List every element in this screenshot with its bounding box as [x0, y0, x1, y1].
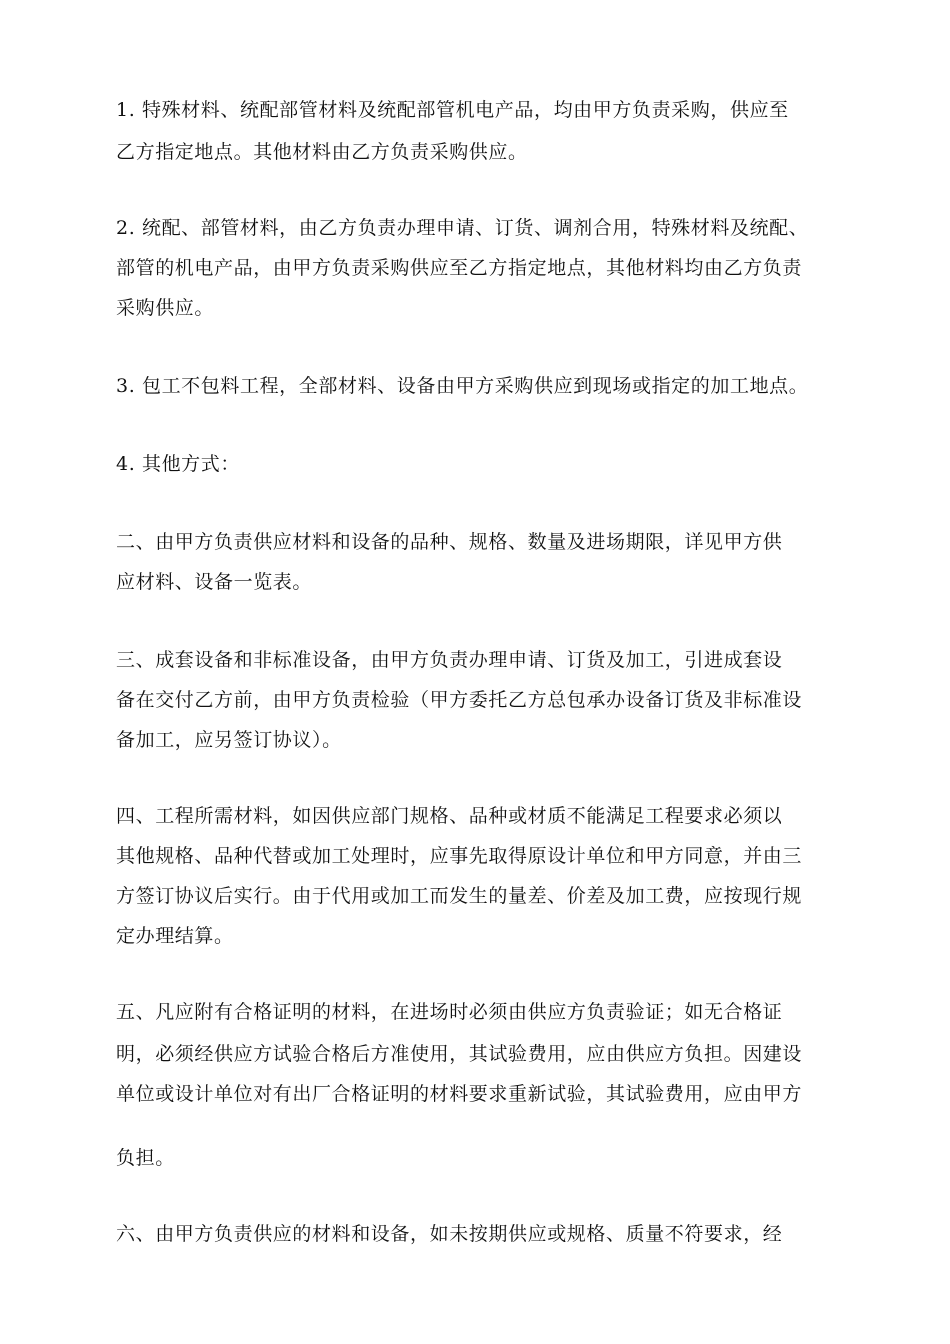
section-5-line-3: 单位或设计单位对有出厂合格证明的材料要求重新试验，其试验费用，应由甲方	[116, 1083, 803, 1105]
clause-2-line-3: 采购供应。	[116, 297, 215, 319]
section-3-line-2: 备在交付乙方前，由甲方负责检验（甲方委托乙方总包承办设备订货及非标准设	[116, 689, 803, 711]
clause-1-line-1: 1. 特殊材料、统配部管材料及统配部管机电产品，均由甲方负责采购，供应至	[116, 99, 789, 121]
clause-2-line-2: 部管的机电产品，由甲方负责采购供应至乙方指定地点，其他材料均由乙方负责	[116, 257, 803, 279]
section-6-line-1: 六、由甲方负责供应的材料和设备，如未按期供应或规格、质量不符要求，经	[116, 1223, 783, 1245]
section-5-line-4: 负担。	[116, 1147, 175, 1169]
clause-3-line-1: 3. 包工不包料工程，全部材料、设备由甲方采购供应到现场或指定的加工地点。	[116, 375, 809, 397]
clause-4-line-1: 4. 其他方式：	[116, 453, 240, 475]
section-5-line-1: 五、凡应附有合格证明的材料，在进场时必须由供应方负责验证；如无合格证	[116, 1001, 783, 1023]
section-5-line-2: 明，必须经供应方试验合格后方准使用，其试验费用，应由供应方负担。因建设	[116, 1043, 803, 1065]
section-4-line-2: 其他规格、品种代替或加工处理时，应事先取得原设计单位和甲方同意，并由三	[116, 845, 803, 867]
section-2-line-2: 应材料、设备一览表。	[116, 571, 313, 593]
section-4-line-4: 定办理结算。	[116, 925, 234, 947]
clause-1-line-2: 乙方指定地点。其他材料由乙方负责采购供应。	[116, 141, 528, 163]
section-4-line-1: 四、工程所需材料，如因供应部门规格、品种或材质不能满足工程要求必须以	[116, 805, 783, 827]
section-3-line-3: 备加工，应另签订协议）。	[116, 729, 342, 751]
section-2-line-1: 二、由甲方负责供应材料和设备的品种、规格、数量及进场期限，详见甲方供	[116, 531, 783, 553]
section-3-line-1: 三、成套设备和非标准设备，由甲方负责办理申请、订货及加工，引进成套设	[116, 649, 783, 671]
clause-2-line-1: 2. 统配、部管材料，由乙方负责办理申请、订货、调剂合用，特殊材料及统配、	[116, 217, 809, 239]
section-4-line-3: 方签订协议后实行。由于代用或加工而发生的量差、价差及加工费，应按现行规	[116, 885, 803, 907]
